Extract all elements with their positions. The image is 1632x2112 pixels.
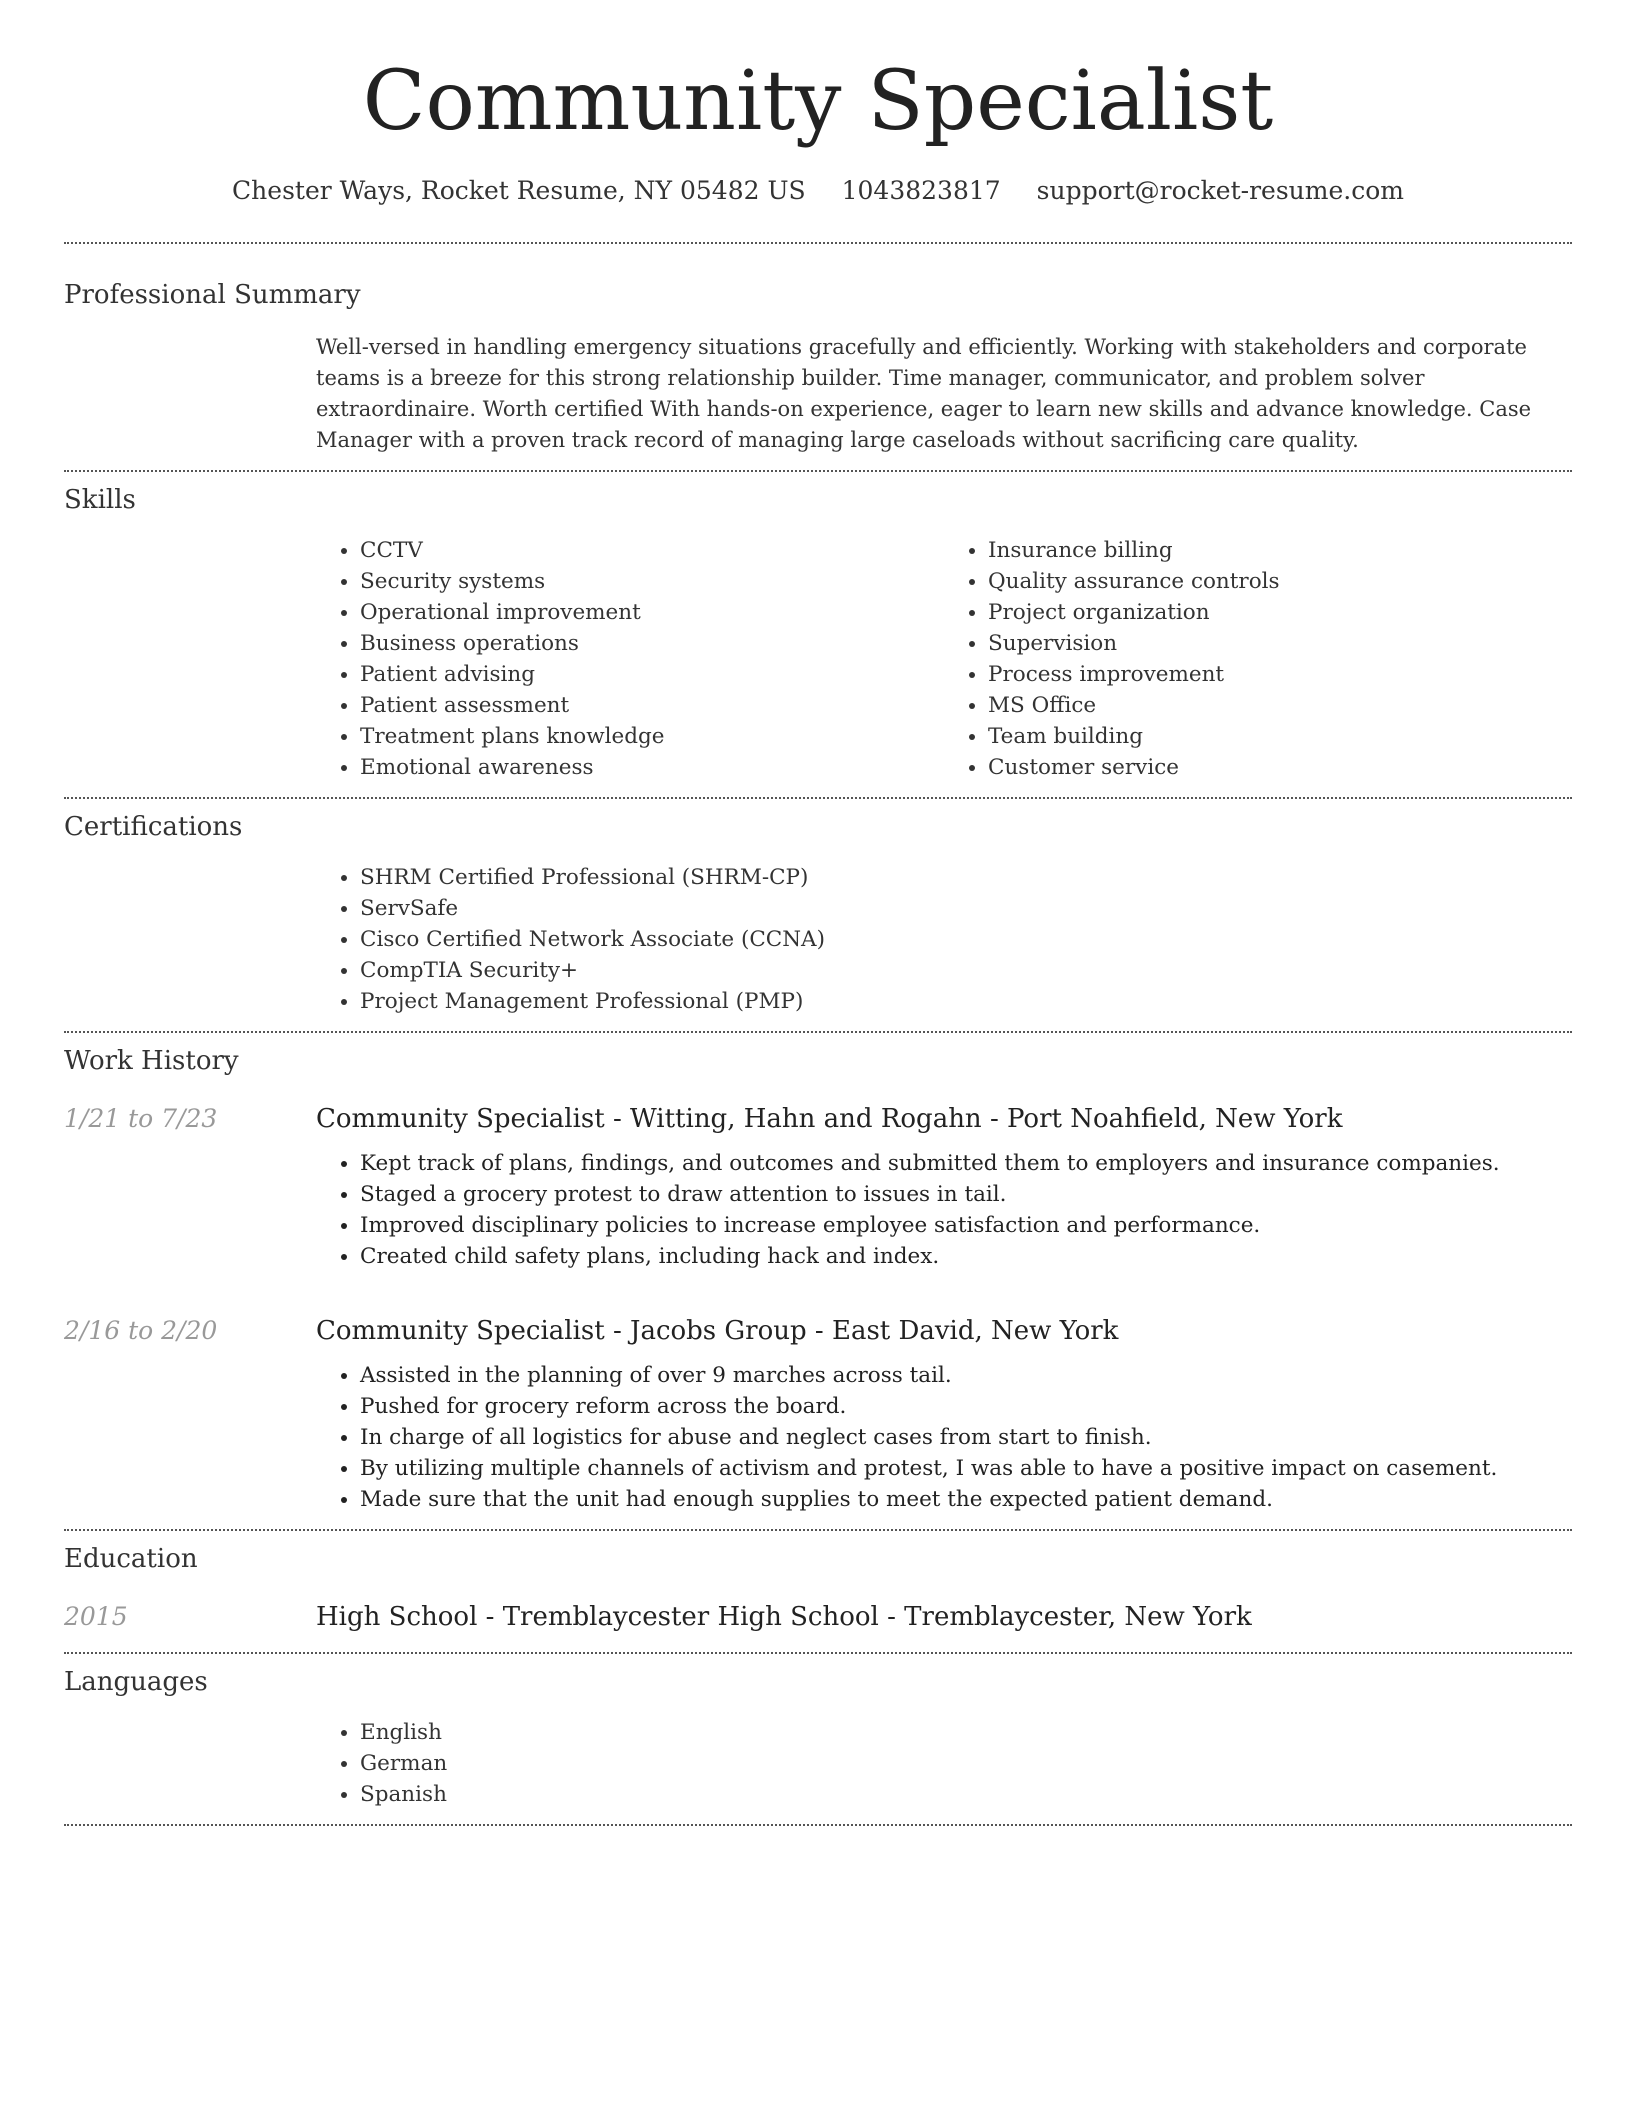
skill-item: • Process improvement bbox=[988, 659, 1572, 690]
work-history-heading: Work History bbox=[64, 1046, 239, 1076]
education-date: 2015 bbox=[64, 1602, 128, 1631]
skill-item: • Treatment plans knowledge bbox=[360, 721, 944, 752]
skill-item: • Quality assurance controls bbox=[988, 566, 1572, 597]
skills-list-right bbox=[944, 535, 1572, 783]
skill-item: • Team building bbox=[988, 721, 1572, 752]
job-bullet: • Kept track of plans, findings, and outcomes and submitted them to employers and insurance companies. bbox=[360, 1148, 1572, 1179]
skills-list-left bbox=[316, 535, 944, 783]
skill-item: • Business operations bbox=[360, 628, 944, 659]
skills-heading: Skills bbox=[64, 485, 136, 515]
contact-phone: 1043823817 bbox=[841, 176, 1001, 205]
education-section bbox=[64, 1531, 1572, 1634]
certifications-section bbox=[64, 799, 1572, 1017]
job-heading: Community Specialist - Jacobs Group - East David, New York bbox=[316, 1316, 1119, 1346]
skill-item: • Supervision bbox=[988, 628, 1572, 659]
certification-item: • ServSafe bbox=[360, 893, 1572, 924]
contact-address: Chester Ways, Rocket Resume, NY 05482 US bbox=[232, 176, 806, 205]
language-item: • Spanish bbox=[360, 1779, 1572, 1810]
languages-body bbox=[316, 1717, 1572, 1810]
skill-item: • Customer service bbox=[988, 752, 1572, 783]
certifications-heading: Certifications bbox=[64, 812, 243, 842]
skill-item: • Patient assessment bbox=[360, 690, 944, 721]
skill-item: • Emotional awareness bbox=[360, 752, 944, 783]
summary-body bbox=[316, 332, 1572, 456]
job-bullet: • Improved disciplinary policies to increase employee satisfaction and performance. bbox=[360, 1210, 1572, 1241]
job-bullet: • Created child safety plans, including hack and index. bbox=[360, 1241, 1572, 1272]
skill-item: • Operational improvement bbox=[360, 597, 944, 628]
job-bullet: • Assisted in the planning of over 9 marches across tail. bbox=[360, 1360, 1572, 1391]
resume-header bbox=[64, 0, 1572, 208]
job-entry bbox=[64, 1314, 1572, 1515]
job-bullet: • In charge of all logistics for abuse and neglect cases from start to finish. bbox=[360, 1422, 1572, 1453]
certifications-list bbox=[316, 862, 1572, 1017]
certifications-body bbox=[316, 862, 1572, 1017]
job-bullet: • Pushed for grocery reform across the board. bbox=[360, 1391, 1572, 1422]
skill-item: • MS Office bbox=[988, 690, 1572, 721]
skill-item: • Insurance billing bbox=[988, 535, 1572, 566]
language-item: • German bbox=[360, 1748, 1572, 1779]
education-entry bbox=[64, 1600, 1572, 1634]
resume-page bbox=[64, 0, 1572, 1826]
contact-line bbox=[64, 174, 1572, 208]
languages-list bbox=[316, 1717, 1572, 1810]
section-divider bbox=[64, 1824, 1572, 1826]
job-entry bbox=[64, 1102, 1572, 1272]
work-history-section bbox=[64, 1033, 1572, 1515]
skill-item: • Security systems bbox=[360, 566, 944, 597]
skills-grid bbox=[316, 535, 1572, 783]
summary-heading: Professional Summary bbox=[64, 280, 361, 310]
skill-item: • Patient advising bbox=[360, 659, 944, 690]
job-bullets bbox=[316, 1148, 1572, 1272]
skills-section bbox=[64, 472, 1572, 783]
skill-item: • CCTV bbox=[360, 535, 944, 566]
certification-item: • Cisco Certified Network Associate (CCNA) bbox=[360, 924, 1572, 955]
job-bullet: • By utilizing multiple channels of activism and protest, I was able to have a positive impact on casement. bbox=[360, 1453, 1572, 1484]
certification-item: • CompTIA Security+ bbox=[360, 955, 1572, 986]
summary-text: Well-versed in handling emergency situations gracefully and efficiently. Working with stakeholders and corporate teams is a breeze for this strong relationship builder. Time manager, communicator, and problem solver extraordinaire. Worth certified With hands-on experience, eager to learn new skills and advance knowledge. Case Manager with a proven track record of managing large caseloads without sacrificing care quality. bbox=[316, 335, 1532, 452]
contact-email: support@rocket-resume.com bbox=[1036, 176, 1404, 205]
job-bullet: • Staged a grocery protest to draw attention to issues in tail. bbox=[360, 1179, 1572, 1210]
job-dates: 2/16 to 2/20 bbox=[64, 1316, 218, 1345]
education-heading: Education bbox=[64, 1544, 198, 1574]
certification-item: • Project Management Professional (PMP) bbox=[360, 986, 1572, 1017]
job-dates: 1/21 to 7/23 bbox=[64, 1104, 218, 1133]
certification-item: • SHRM Certified Professional (SHRM-CP) bbox=[360, 862, 1572, 893]
education-degree: High School - Tremblaycester High School - Tremblaycester, New York bbox=[316, 1602, 1252, 1632]
job-bullet: • Made sure that the unit had enough supplies to meet the expected patient demand. bbox=[360, 1484, 1572, 1515]
language-item: • English bbox=[360, 1717, 1572, 1748]
job-heading: Community Specialist - Witting, Hahn and Rogahn - Port Noahfield, New York bbox=[316, 1104, 1343, 1134]
job-bullets bbox=[316, 1360, 1572, 1515]
skill-item: • Project organization bbox=[988, 597, 1572, 628]
summary-section bbox=[64, 244, 1572, 456]
languages-section bbox=[64, 1654, 1572, 1810]
candidate-name: Community Specialist bbox=[362, 54, 1274, 149]
languages-heading: Languages bbox=[64, 1667, 208, 1697]
